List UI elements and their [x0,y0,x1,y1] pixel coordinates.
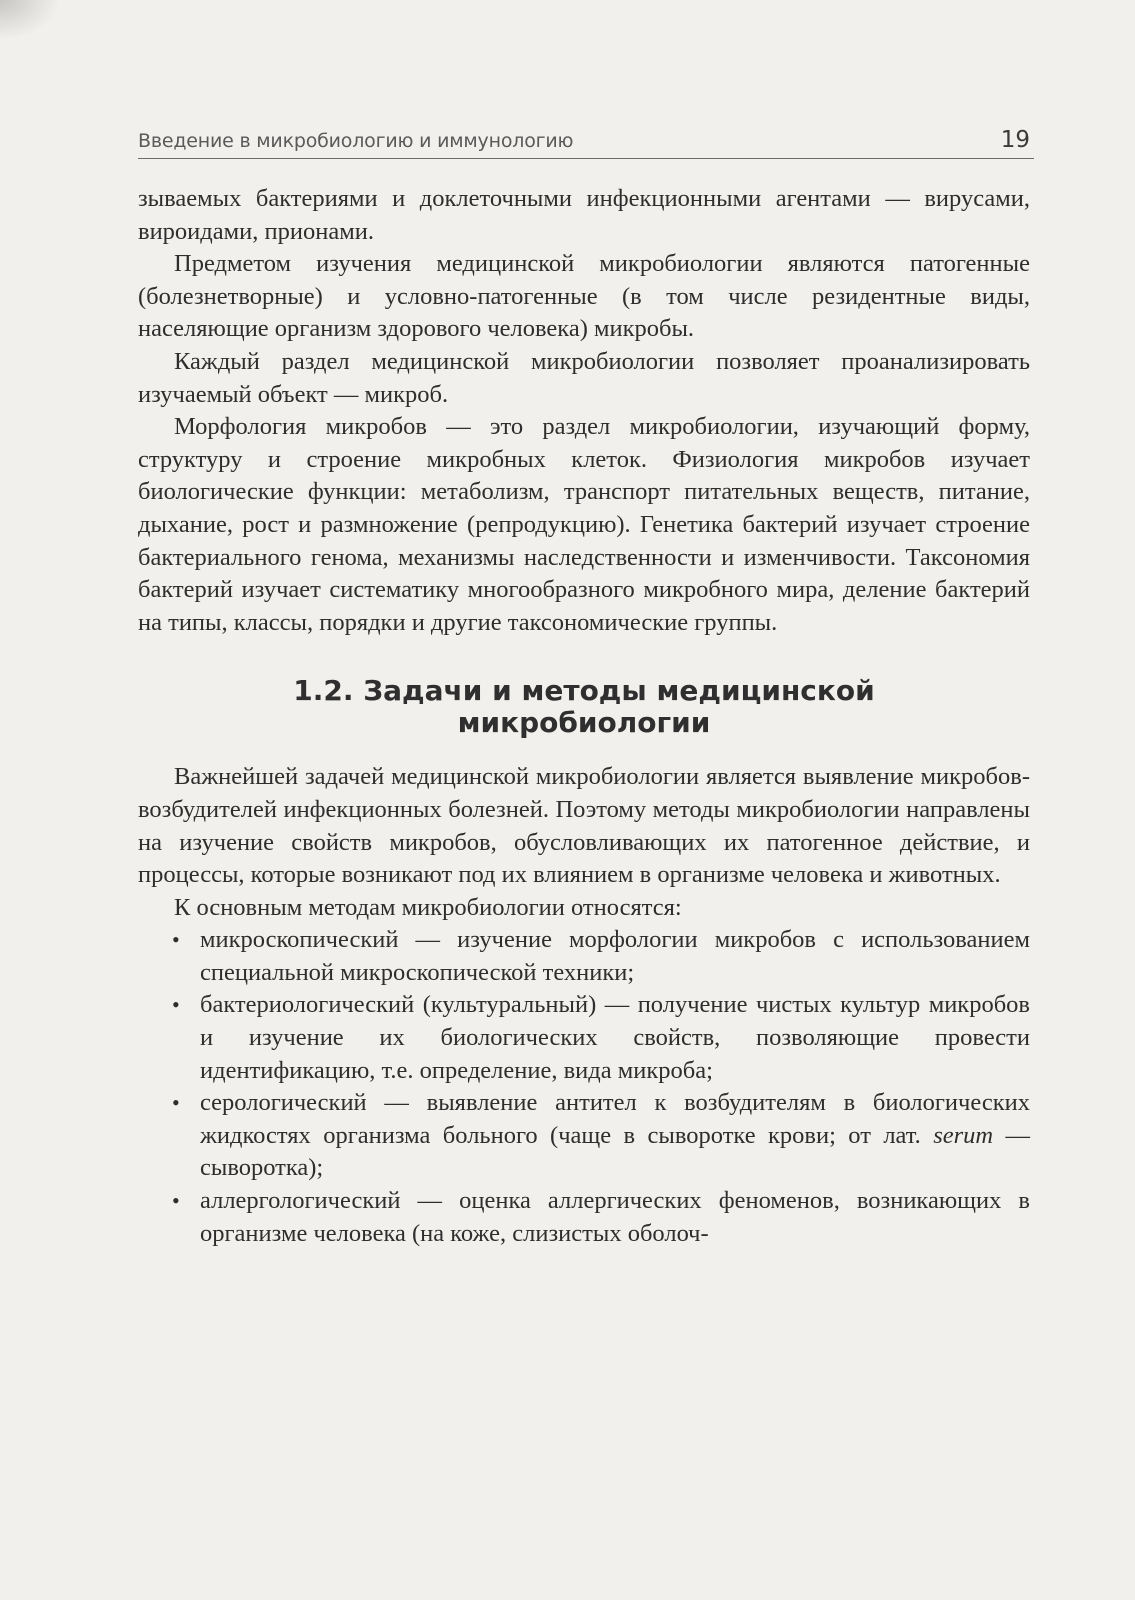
list-item-text: серологический — выявление антител к возбудителям в биологических жидкостях организма больного (чаще в сыворотке крови; от лат. [200,1089,1030,1149]
scan-shadow [0,0,60,40]
list-item-text: аллергологический — оценка аллергических феноменов, возникающих в организме человека (на коже, слизистых оболоч- [200,1187,1030,1247]
section-heading [138,675,1030,739]
bullet-icon: • [172,1090,180,1116]
list-item-serological [172,1087,1030,1185]
list-item-text: бактериологический (культуральный) — получение чистых культур микробов и изучение их биологических свойств, позволяющие провести идентификацию, т.е. определение, вида микроба; [200,991,1030,1084]
list-item-bacteriological [172,989,1030,1087]
list-item-allergological [172,1185,1030,1250]
methods-list [138,924,1030,1250]
latin-term: serum [933,1121,994,1149]
list-item-text-end: — сыворотка); [200,1121,1031,1182]
bullet-icon: • [172,992,180,1018]
paragraph-tasks: Важнейшей задачей медицинской микробиологии является выявление микробов-возбудителей инфекционных болезней. Поэтому методы микробиологии направлены на изучение свойств микробов, обусловливающих их патогенное действие, и процессы, которые возникают под их влиянием в организме человека и животных. [138,763,1030,889]
list-item-microscopic [172,924,1030,989]
bullet-icon: • [172,1188,180,1214]
paragraph-continuation: зываемых бактериями и доклеточными инфекционными агентами — вирусами, вироидами, прионами. [138,185,1030,245]
paragraph-subject: Предметом изучения медицинской микробиологии являются патогенные (болезнетворные) и условно-патогенные (в том числе резидентные виды, населяющие организм здорового человека) микробы. [138,250,1030,343]
running-title: Введение в микробиологию и иммунологию [138,130,574,152]
body-text [138,183,1030,1250]
section-heading-line-1: 1.2. Задачи и методы медицинской [293,674,875,708]
page-number: 19 [1000,127,1030,153]
methods-list-intro: К основным методам микробиологии относятся: [174,893,682,921]
paragraph-morphology: Морфология микробов — это раздел микробиологии, изучающий форму, структуру и строение микробных клеток. Физиология микробов изучает биологические функции: метаболизм, транспорт питательных веществ, питание, дыхание, рост и размножение (репродукцию). Генетика бактерий изучает строение бактериального генома, механизмы наследственности и изменчивости. Таксономия бактерий изучает систематику многообразного микробного мира, деление бактерий на типы, классы, порядки и другие таксономические группы. [138,413,1030,636]
bullet-icon: • [172,927,180,953]
section-heading-line-2: микробиологии [457,706,711,740]
paragraph-sections: Каждый раздел медицинской микробиологии позволяет проанализировать изучаемый объект — микроб. [138,347,1030,408]
running-header [138,127,1034,159]
list-item-text: микроскопический — изучение морфологии микробов с использованием специальной микроскопической техники; [200,926,1030,986]
